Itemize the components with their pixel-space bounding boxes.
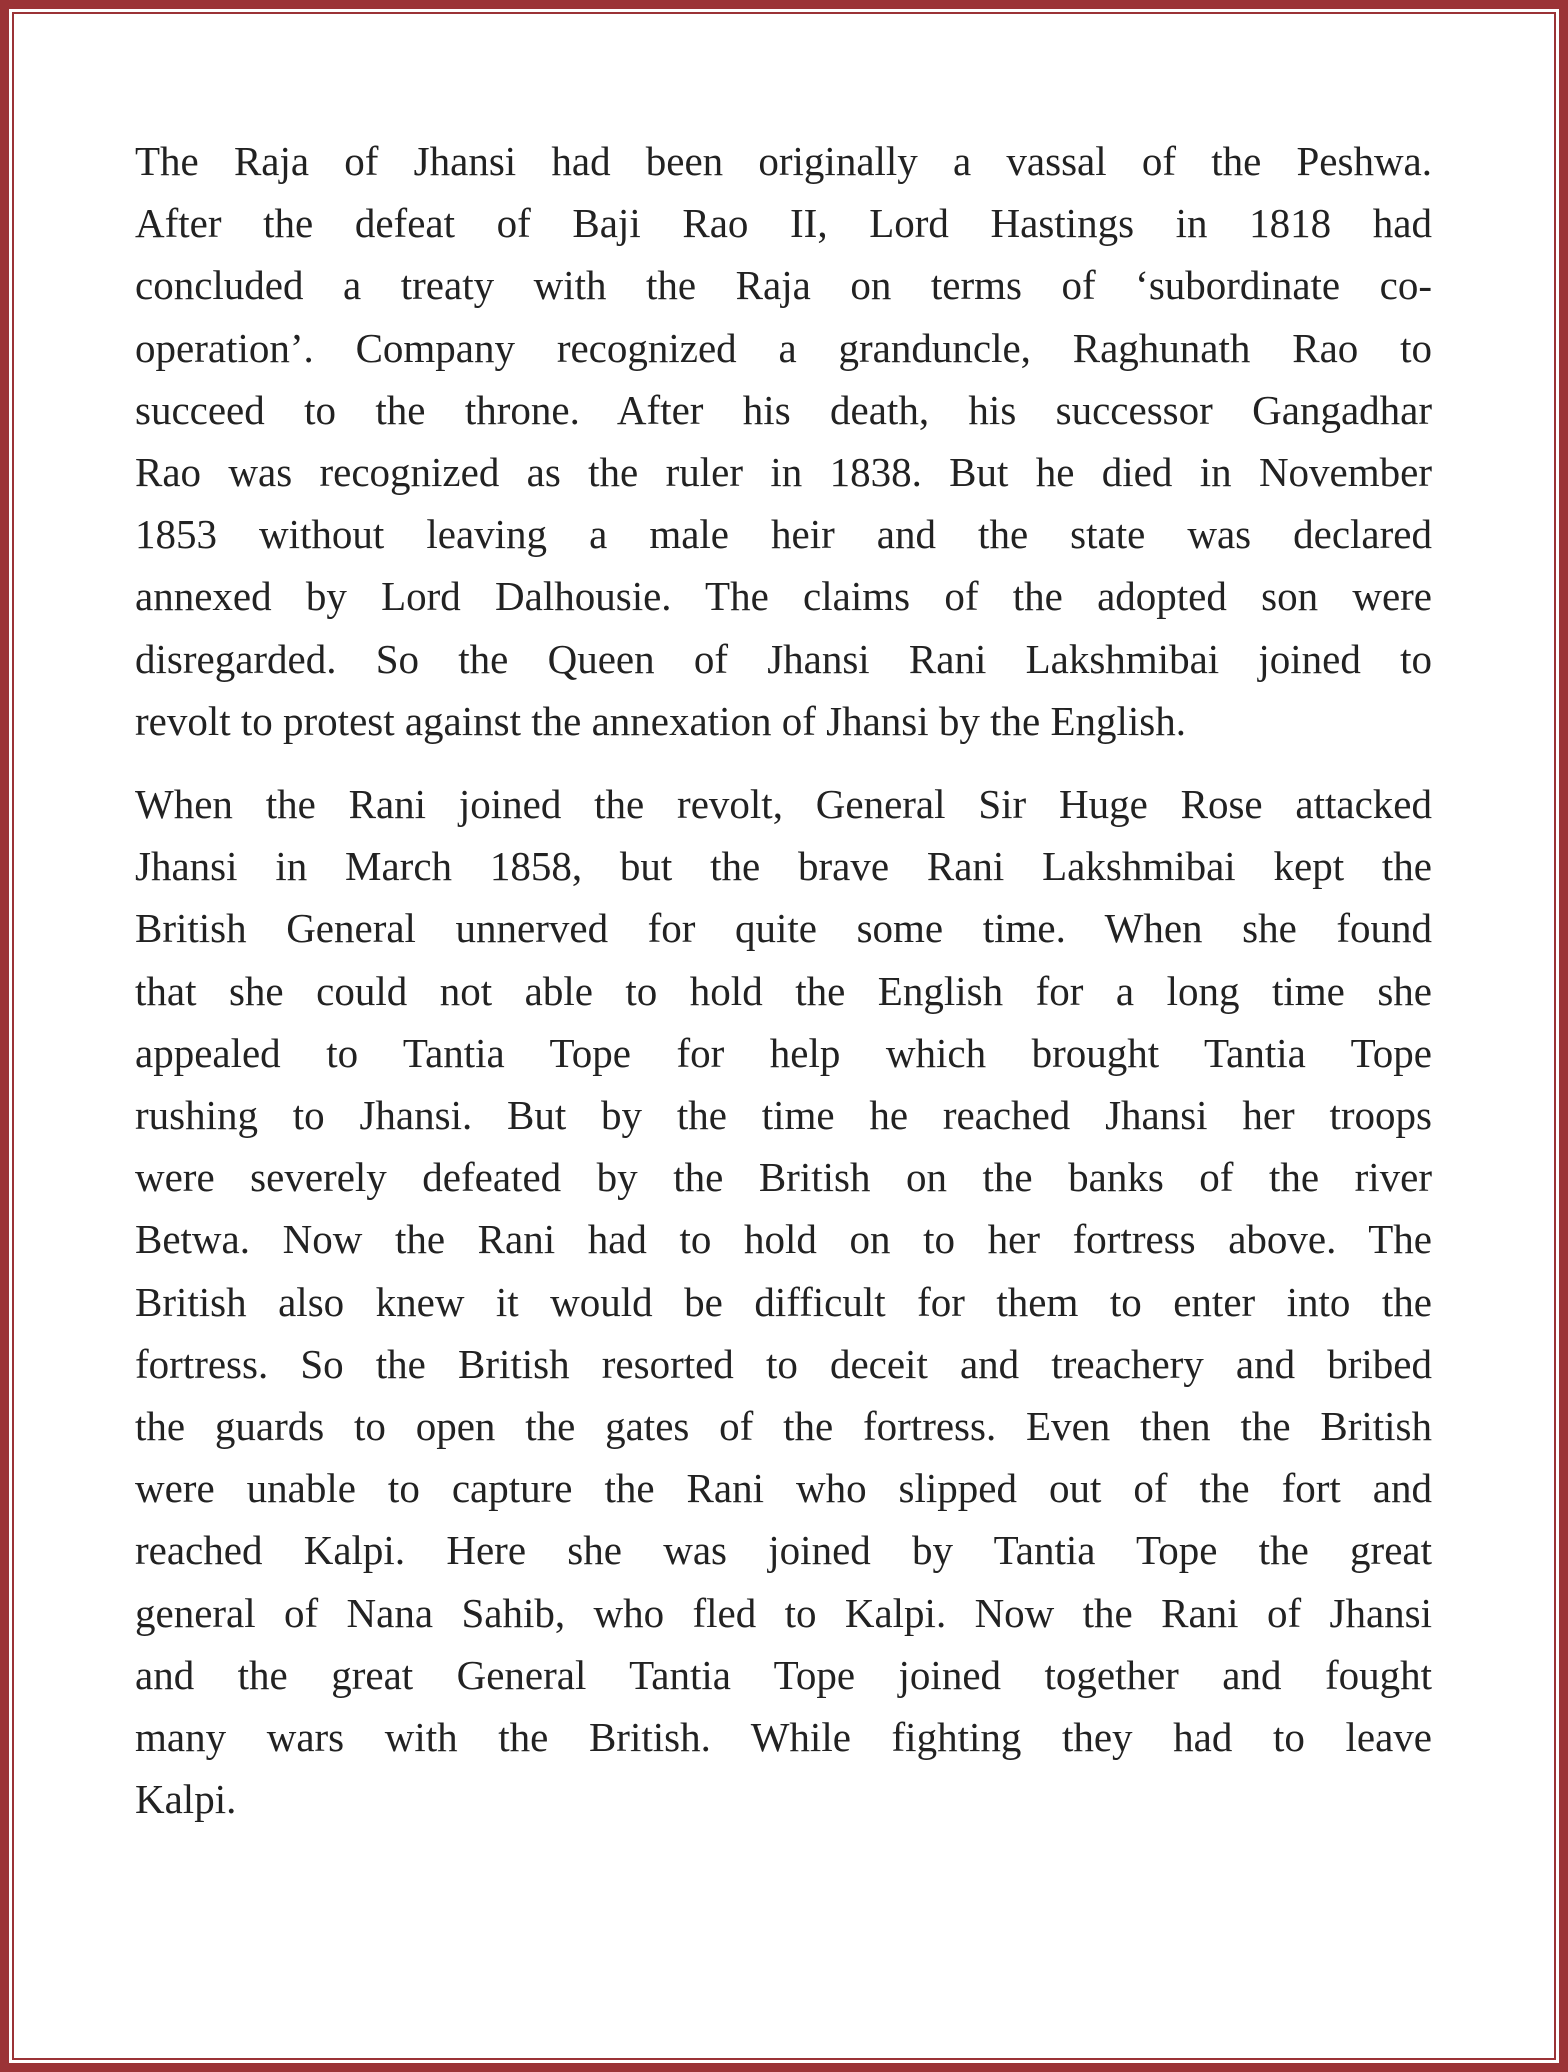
paragraph-jhansi-annexation <box>135 130 1432 752</box>
text-line: reached Kalpi. Here she was joined by Tantia Tope the great <box>135 1527 1432 1574</box>
text-line: The Raja of Jhansi had been originally a vassal of the Peshwa. <box>135 138 1432 184</box>
text-line: After the defeat of Baji Rao II, Lord Hastings in 1818 had <box>135 200 1432 247</box>
text-line: appealed to Tantia Tope for help which brought Tantia Tope <box>135 1029 1432 1076</box>
text-line: fortress. So the British resorted to deceit and treachery and bribed <box>135 1340 1432 1387</box>
text-line: many wars with the British. While fighting they had to leave <box>135 1714 1432 1761</box>
text-line: that she could not able to hold the English for a long time she <box>135 967 1432 1014</box>
text-line: British General unnerved for quite some time. When she found <box>135 905 1432 952</box>
text-line: Kalpi. <box>135 1776 237 1823</box>
text-line: rushing to Jhansi. But by the time he reached Jhansi her troops <box>135 1092 1432 1139</box>
text-line: were unable to capture the Rani who slipped out of the fort and <box>135 1465 1432 1512</box>
text-line: Jhansi in March 1858, but the brave Rani Lakshmibai kept the <box>135 843 1432 890</box>
text-line: succeed to the throne. After his death, his successor Gangadhar <box>135 386 1432 433</box>
text-line: Rao was recognized as the ruler in 1838. But he died in November <box>135 449 1432 496</box>
text-line: general of Nana Sahib, who fled to Kalpi. Now the Rani of Jhansi <box>135 1589 1432 1636</box>
text-line: were severely defeated by the British on the banks of the river <box>135 1154 1432 1201</box>
text-line: annexed by Lord Dalhousie. The claims of the adopted son were <box>135 573 1432 620</box>
document-body <box>135 130 1432 1851</box>
text-line: revolt to protest against the annexation of Jhansi by the English. <box>135 697 1186 744</box>
paragraph-rani-revolt <box>135 773 1432 1830</box>
text-line: disregarded. So the Queen of Jhansi Rani Lakshmibai joined to <box>135 635 1432 682</box>
text-line: 1853 without leaving a male heir and the state was declared <box>135 511 1432 558</box>
text-line: When the Rani joined the revolt, General Sir Huge Rose attacked <box>135 781 1432 828</box>
text-line: and the great General Tantia Tope joined together and fought <box>135 1651 1432 1698</box>
text-line: British also knew it would be difficult for them to enter into the <box>135 1278 1432 1325</box>
text-line: operation’. Company recognized a granduncle, Raghunath Rao to <box>135 324 1432 371</box>
text-line: concluded a treaty with the Raja on terms of ‘subordinate co- <box>135 262 1432 309</box>
text-line: the guards to open the gates of the fortress. Even then the British <box>135 1403 1432 1450</box>
text-line: Betwa. Now the Rani had to hold on to her fortress above. The <box>135 1216 1432 1263</box>
